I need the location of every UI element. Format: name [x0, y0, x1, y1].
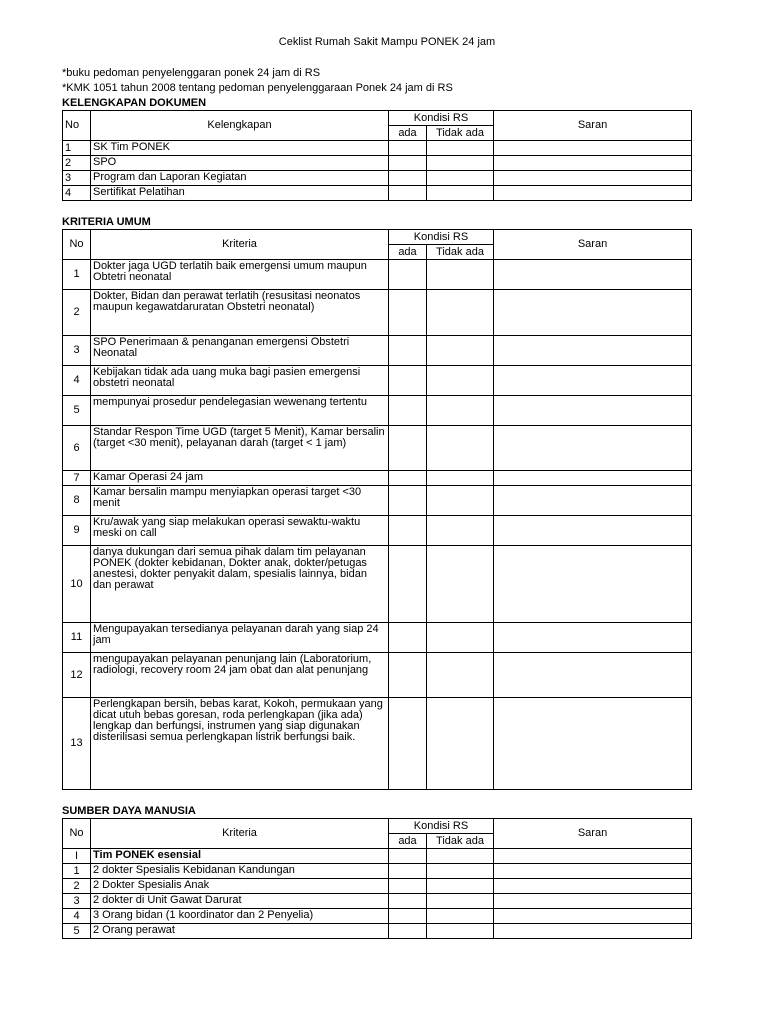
tidak-ada-cell[interactable]	[427, 879, 494, 894]
saran-cell[interactable]	[494, 879, 692, 894]
table-row	[63, 260, 692, 290]
tidak-ada-cell[interactable]	[427, 924, 494, 939]
header-saran: Saran	[494, 230, 692, 260]
header-tidak-ada: Tidak ada	[427, 834, 494, 849]
tidak-ada-cell[interactable]	[427, 894, 494, 909]
saran-cell[interactable]	[494, 546, 692, 623]
row-number: 12	[63, 653, 91, 698]
header-no: No	[63, 230, 91, 260]
header-ada: ada	[389, 245, 427, 260]
row-text: mempunyai prosedur pendelegasian wewenang tertentu	[91, 396, 389, 426]
saran-cell[interactable]	[494, 471, 692, 486]
table-row	[63, 623, 692, 653]
saran-cell[interactable]	[494, 156, 692, 171]
table-row	[63, 156, 692, 171]
header-no: No	[63, 111, 91, 141]
ada-cell[interactable]	[389, 623, 427, 653]
row-text: Kru/awak yang siap melakukan operasi sewaktu-waktu meski on call	[91, 516, 389, 546]
ada-cell[interactable]	[389, 486, 427, 516]
tidak-ada-cell[interactable]	[427, 336, 494, 366]
row-number: 13	[63, 698, 91, 790]
table-row	[63, 426, 692, 471]
row-number: 2	[63, 879, 91, 894]
table-row	[63, 141, 692, 156]
row-text: danya dukungan dari semua pihak dalam tim pelayanan PONEK (dokter kebidanan, Dokter anak, dokter/petugas anestesi, dokter penyakit dalam, spesialis lainnya, bidan dan perawat	[91, 546, 389, 623]
row-text: 2 Orang perawat	[91, 924, 389, 939]
tidak-ada-cell[interactable]	[427, 141, 494, 156]
table-row	[63, 653, 692, 698]
row-number: 2	[63, 156, 91, 171]
saran-cell[interactable]	[494, 426, 692, 471]
saran-cell[interactable]	[494, 141, 692, 156]
table-row	[63, 366, 692, 396]
row-number: 3	[63, 336, 91, 366]
tidak-ada-cell[interactable]	[427, 471, 494, 486]
row-number: 5	[63, 396, 91, 426]
section-title-sdm: SUMBER DAYA MANUSIA	[62, 805, 196, 817]
saran-cell[interactable]	[494, 849, 692, 864]
ada-cell[interactable]	[389, 336, 427, 366]
header-kondisi: Kondisi RS	[389, 819, 494, 834]
saran-cell[interactable]	[494, 623, 692, 653]
row-text: Perlengkapan bersih, bebas karat, Kokoh, permukaan yang dicat utuh bebas goresan, roda perlengkapan (jika ada) lengkap dan berfungsi, instrumen yang siap digunakan disterilisasi semua perlengkapan listrik berfungsi baik.	[91, 698, 389, 790]
section-title-kelengkapan: KELENGKAPAN DOKUMEN	[62, 97, 207, 109]
table-kelengkapan	[62, 110, 692, 201]
saran-cell[interactable]	[494, 894, 692, 909]
saran-cell[interactable]	[494, 653, 692, 698]
ada-cell[interactable]	[389, 141, 427, 156]
header-kriteria: Kriteria	[91, 819, 389, 849]
tidak-ada-cell[interactable]	[427, 426, 494, 471]
ada-cell[interactable]	[389, 290, 427, 336]
table-row	[63, 879, 692, 894]
ada-cell[interactable]	[389, 396, 427, 426]
row-text: SPO Penerimaan & penanganan emergensi Obstetri Neonatal	[91, 336, 389, 366]
row-text: 2 dokter Spesialis Kebidanan Kandungan	[91, 864, 389, 879]
header-ada: ada	[389, 834, 427, 849]
row-text: Standar Respon Time UGD (target 5 Menit), Kamar bersalin (target <30 menit), pelayanan darah (target < 1 jam)	[91, 426, 389, 471]
header-kriteria: Kriteria	[91, 230, 389, 260]
row-text: Kamar Operasi 24 jam	[91, 471, 389, 486]
row-number: 10	[63, 546, 91, 623]
table-row	[63, 186, 692, 201]
row-number: 4	[63, 186, 91, 201]
table-row	[63, 336, 692, 366]
ada-cell[interactable]	[389, 156, 427, 171]
header-saran: Saran	[494, 819, 692, 849]
row-text: SK Tim PONEK	[91, 141, 389, 156]
header-ada: ada	[389, 126, 427, 141]
saran-cell[interactable]	[494, 336, 692, 366]
table-row	[63, 486, 692, 516]
row-number: 1	[63, 141, 91, 156]
row-number: 8	[63, 486, 91, 516]
ada-cell[interactable]	[389, 924, 427, 939]
ada-cell[interactable]	[389, 426, 427, 471]
row-text: Tim PONEK esensial	[91, 849, 389, 864]
ada-cell[interactable]	[389, 864, 427, 879]
checklist-page	[62, 36, 692, 939]
table-row	[63, 516, 692, 546]
saran-cell[interactable]	[494, 486, 692, 516]
notes	[62, 66, 692, 96]
row-number: 7	[63, 471, 91, 486]
tidak-ada-cell[interactable]	[427, 186, 494, 201]
saran-cell[interactable]	[494, 909, 692, 924]
tidak-ada-cell[interactable]	[427, 290, 494, 336]
row-number: 11	[63, 623, 91, 653]
saran-cell[interactable]	[494, 864, 692, 879]
header-tidak-ada: Tidak ada	[427, 245, 494, 260]
header-tidak-ada: Tidak ada	[427, 126, 494, 141]
row-number: 6	[63, 426, 91, 471]
saran-cell[interactable]	[494, 186, 692, 201]
table-row	[63, 546, 692, 623]
saran-cell[interactable]	[494, 396, 692, 426]
table-row	[63, 171, 692, 186]
tidak-ada-cell[interactable]	[427, 698, 494, 790]
saran-cell[interactable]	[494, 171, 692, 186]
page-title: Ceklist Rumah Sakit Mampu PONEK 24 jam	[278, 36, 496, 48]
table-row	[63, 290, 692, 336]
row-text: SPO	[91, 156, 389, 171]
row-number: 5	[63, 924, 91, 939]
tidak-ada-cell[interactable]	[427, 396, 494, 426]
table-row	[63, 894, 692, 909]
row-number: 3	[63, 171, 91, 186]
row-number: 1	[63, 260, 91, 290]
tidak-ada-cell[interactable]	[427, 653, 494, 698]
ada-cell[interactable]	[389, 546, 427, 623]
row-number: 4	[63, 909, 91, 924]
saran-cell[interactable]	[494, 366, 692, 396]
tidak-ada-cell[interactable]	[427, 366, 494, 396]
tidak-ada-cell[interactable]	[427, 171, 494, 186]
tidak-ada-cell[interactable]	[427, 849, 494, 864]
section-title-kriteria-umum: KRITERIA UMUM	[62, 216, 151, 228]
row-text: Kebijakan tidak ada uang muka bagi pasien emergensi obstetri neonatal	[91, 366, 389, 396]
row-text: Mengupayakan tersedianya pelayanan darah yang siap 24 jam	[91, 623, 389, 653]
header-kondisi: Kondisi RS	[389, 230, 494, 245]
row-number: 1	[63, 864, 91, 879]
ada-cell[interactable]	[389, 909, 427, 924]
saran-cell[interactable]	[494, 698, 692, 790]
row-number: 2	[63, 290, 91, 336]
tidak-ada-cell[interactable]	[427, 623, 494, 653]
ada-cell[interactable]	[389, 186, 427, 201]
ada-cell[interactable]	[389, 171, 427, 186]
tidak-ada-cell[interactable]	[427, 909, 494, 924]
ada-cell[interactable]	[389, 698, 427, 790]
row-number: 9	[63, 516, 91, 546]
row-text: Program dan Laporan Kegiatan	[91, 171, 389, 186]
saran-cell[interactable]	[494, 924, 692, 939]
ada-cell[interactable]	[389, 653, 427, 698]
table-sdm	[62, 818, 692, 939]
row-text: mengupayakan pelayanan penunjang lain (Laboratorium, radiologi, recovery room 24 jam obat dan alat penunjang	[91, 653, 389, 698]
row-text: Dokter, Bidan dan perawat terlatih (resusitasi neonatos maupun kegawatdaruratan Obstetri neonatal)	[91, 290, 389, 336]
row-number: I	[63, 849, 91, 864]
ada-cell[interactable]	[389, 516, 427, 546]
ada-cell[interactable]	[389, 879, 427, 894]
table-row	[63, 471, 692, 486]
tidak-ada-cell[interactable]	[427, 486, 494, 516]
saran-cell[interactable]	[494, 516, 692, 546]
ada-cell[interactable]	[389, 471, 427, 486]
table-row	[63, 909, 692, 924]
row-number: 4	[63, 366, 91, 396]
tidak-ada-cell[interactable]	[427, 156, 494, 171]
header-kondisi: Kondisi RS	[389, 111, 494, 126]
note-2: *KMK 1051 tahun 2008 tentang pedoman penyelenggaraan Ponek 24 jam di RS	[62, 82, 453, 94]
row-text: Sertifikat Pelatihan	[91, 186, 389, 201]
ada-cell[interactable]	[389, 849, 427, 864]
ada-cell[interactable]	[389, 894, 427, 909]
header-no: No	[63, 819, 91, 849]
saran-cell[interactable]	[494, 290, 692, 336]
row-text: Dokter jaga UGD terlatih baik emergensi umum maupun Obtetri neonatal	[91, 260, 389, 290]
tidak-ada-cell[interactable]	[427, 260, 494, 290]
tidak-ada-cell[interactable]	[427, 546, 494, 623]
ada-cell[interactable]	[389, 260, 427, 290]
note-1: *buku pedoman penyelenggaran ponek 24 jam di RS	[62, 67, 321, 79]
table-row	[63, 849, 692, 864]
table-row	[63, 864, 692, 879]
saran-cell[interactable]	[494, 260, 692, 290]
row-text: 2 dokter di Unit Gawat Darurat	[91, 894, 389, 909]
table-row	[63, 924, 692, 939]
header-kelengkapan: Kelengkapan	[91, 111, 389, 141]
tidak-ada-cell[interactable]	[427, 864, 494, 879]
row-text: Kamar bersalin mampu menyiapkan operasi target <30 menit	[91, 486, 389, 516]
row-number: 3	[63, 894, 91, 909]
ada-cell[interactable]	[389, 366, 427, 396]
row-text: 3 Orang bidan (1 koordinator dan 2 Penyelia)	[91, 909, 389, 924]
table-row	[63, 698, 692, 790]
table-row	[63, 396, 692, 426]
row-text: 2 Dokter Spesialis Anak	[91, 879, 389, 894]
header-saran: Saran	[494, 111, 692, 141]
tidak-ada-cell[interactable]	[427, 516, 494, 546]
table-kriteria-umum	[62, 229, 692, 790]
